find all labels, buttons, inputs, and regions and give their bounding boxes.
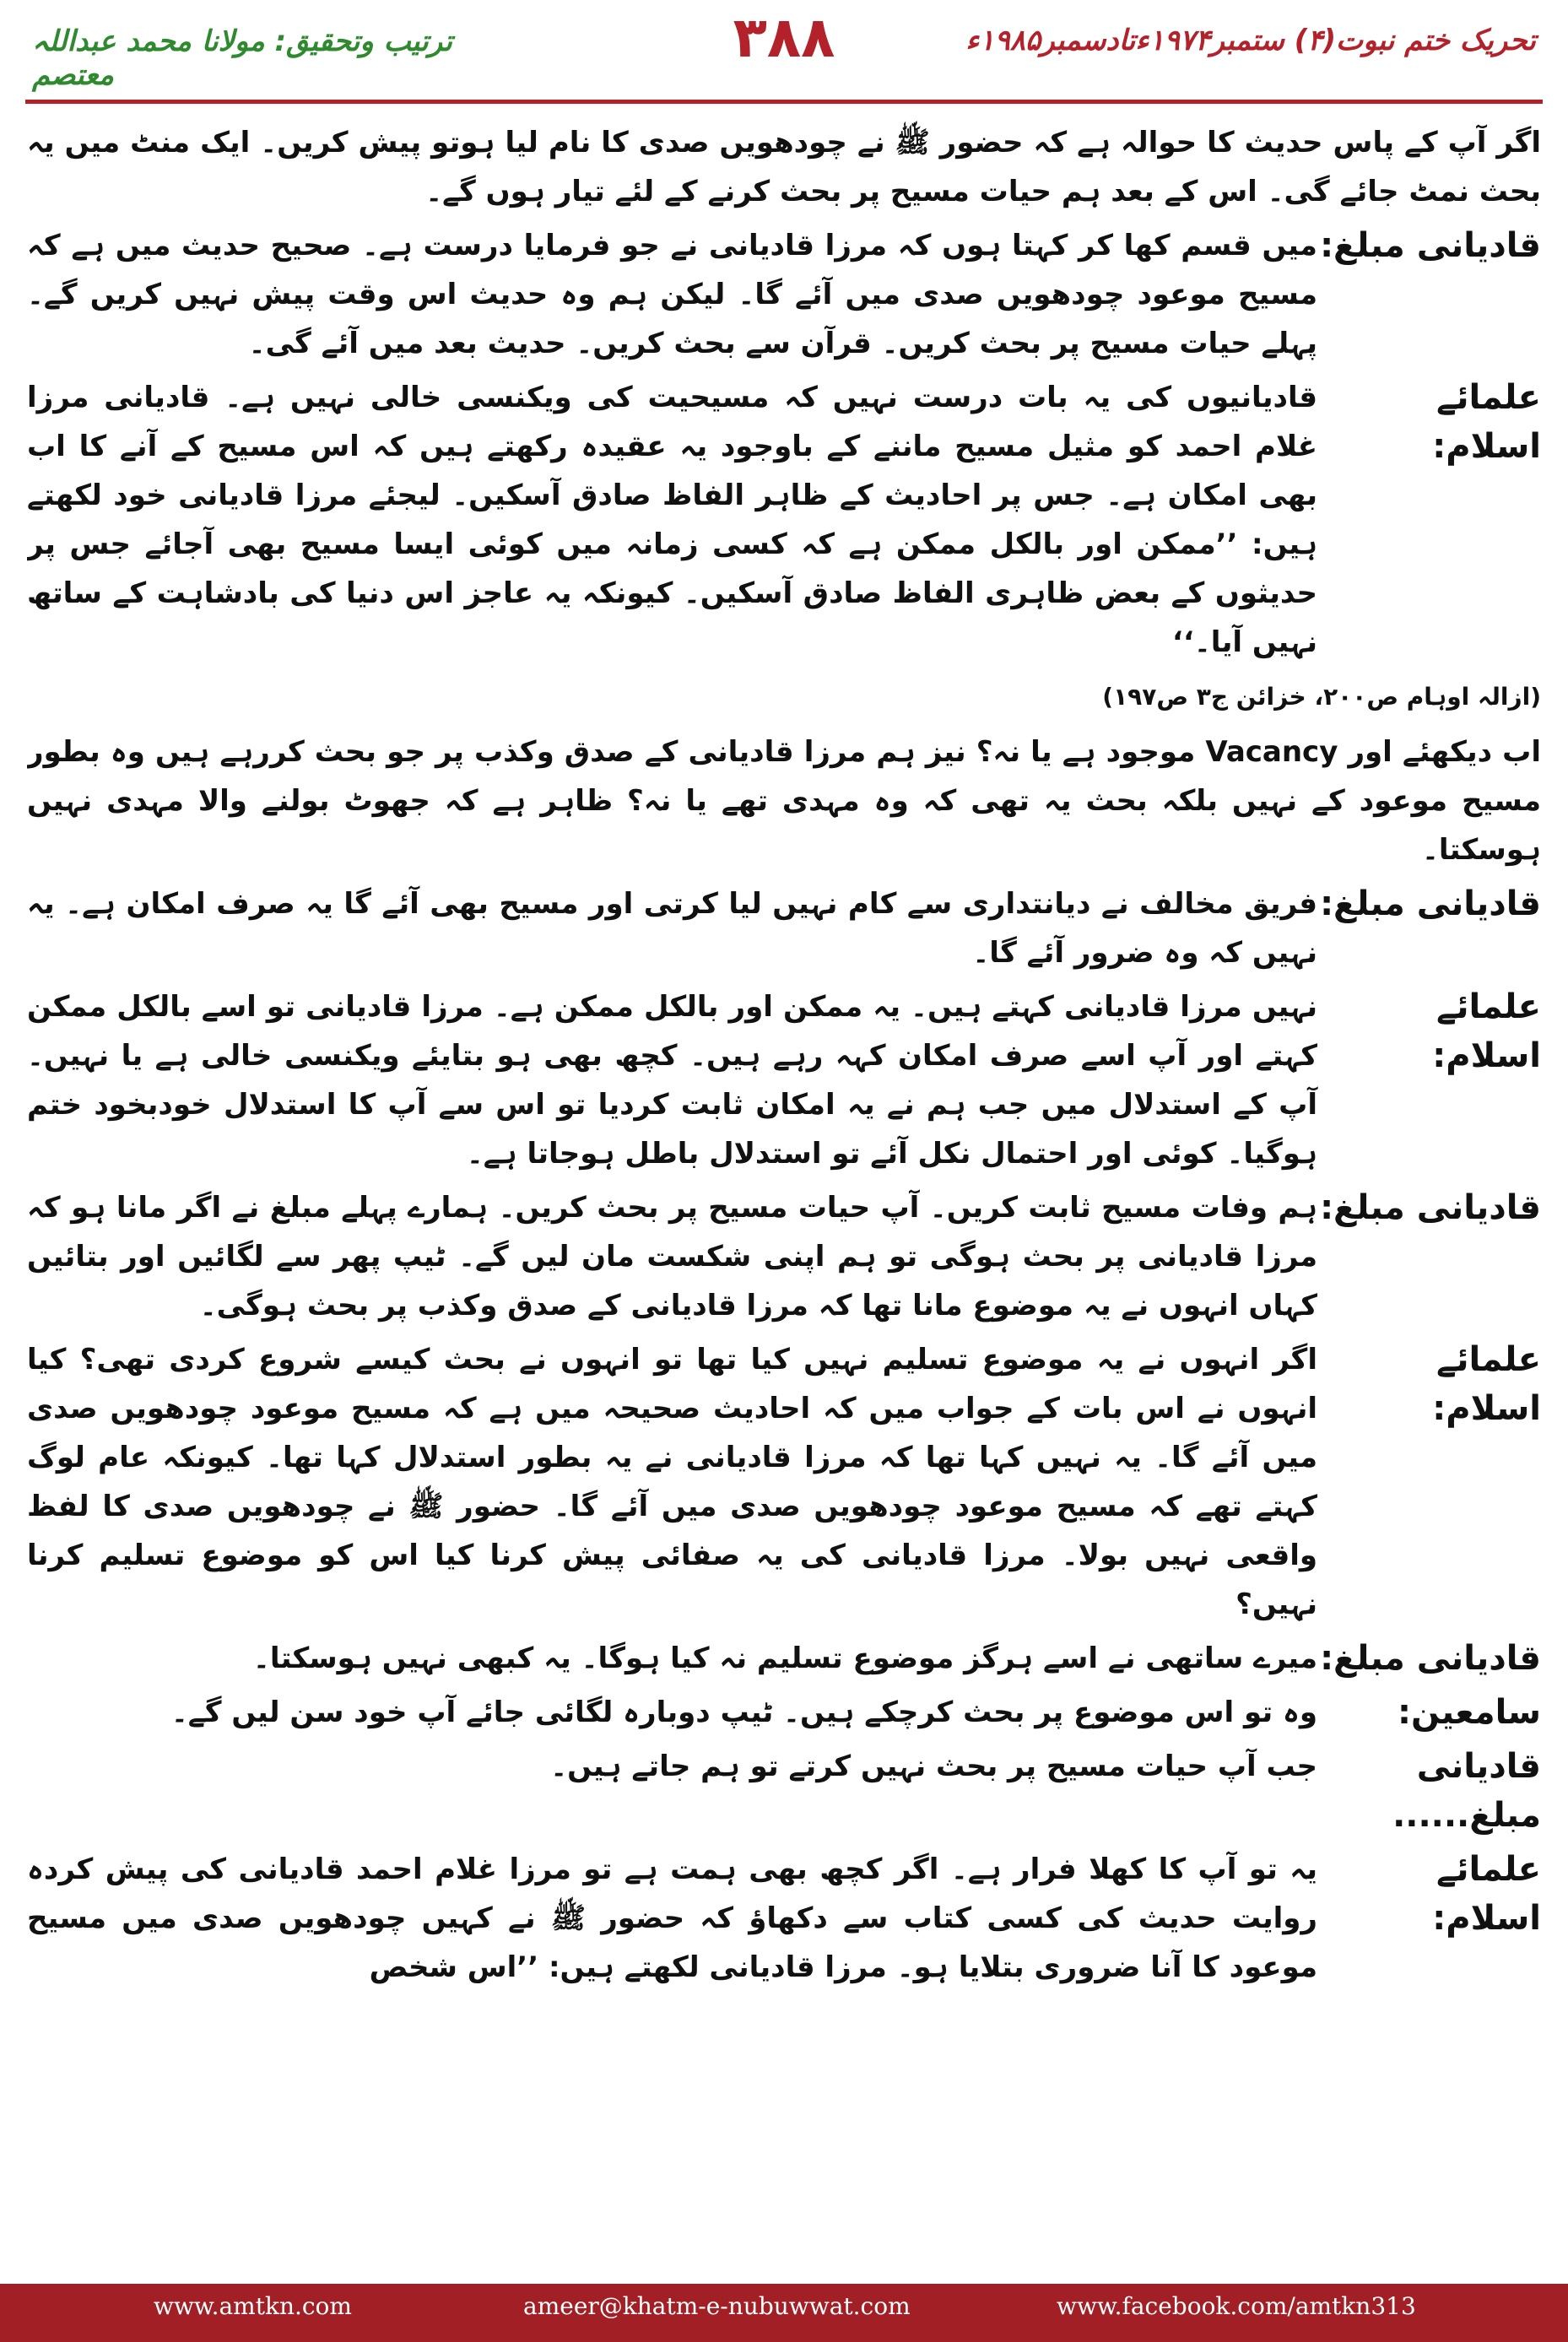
dialogue-turn (27, 1634, 1541, 1683)
dialogue-turn (27, 1688, 1541, 1737)
speech-text: وہ تو اس موضوع پر بحث کرچکے ہیں۔ ٹیپ دوبارہ لگائی جائے آپ خود سن لیں گے۔ (170, 1696, 1317, 1729)
page-header (0, 0, 1568, 100)
dialogue-turn (27, 879, 1541, 977)
speech-text: فریق مخالف نے دیانتداری سے کام نہیں لیا کرتی اور مسیح بھی آئے گا یہ صرف امکان ہے۔ یہ نہیں کہ وہ ضرور آئے گا۔ (27, 887, 1317, 970)
dialogue-turn (27, 1845, 1541, 1992)
compiler-credit: ترتیب وتحقیق: مولانا محمد عبداللہ معتصم (32, 24, 452, 92)
dialogue-turn (27, 1335, 1541, 1629)
dialogue-turn (27, 221, 1541, 368)
speaker-label: علمائے اسلام: (1432, 1340, 1541, 1428)
speaker-label: قادیانی مبلغ: (1320, 1188, 1541, 1227)
speaker-label: قادیانی مبلغ: (1320, 226, 1541, 265)
speech-text: یہ تو آپ کا کھلا فرار ہے۔ اگر کچھ بھی ہمت ہے تو مرزا غلام احمد قادیانی کی پیش کردہ روایت حدیث کی کسی کتاب سے دکھاؤ کہ حضور ﷺ نے کہیں چودھویں صدی میں مسیح موعود کا آنا ضروری بتلایا ہو۔ مرزا قادیانی لکھتے ہیں: ’’اس شخص (27, 1853, 1317, 1984)
speech-text: قادیانیوں کی یہ بات درست نہیں کہ مسیحیت کی ویکنسی خالی نہیں ہے۔ قادیانی مرزا غلام احمد کو مثیل مسیح ماننے کے باوجود یہ عقیدہ رکھتے ہیں کہ اس مسیح کے آنے کا اب بھی امکان ہے۔ جس پر احادیث کے ظاہر الفاظ صادق آسکیں۔ لیجئے مرزا قادیانی خود لکھتے ہیں: ’’ممکن اور بالکل ممکن ہے کہ کسی زمانہ میں کوئی ایسا مسیح بھی آجائے جس پر حدیثوں کے بعض ظاہری الفاظ صادق آسکیں۔ کیونکہ یہ عاجز اس دنیا کی بادشاہت کے ساتھ نہیں آیا۔‘‘ (27, 381, 1317, 659)
speaker-label: علمائے اسلام: (1432, 1850, 1541, 1938)
page-number: ۳۸۸ (733, 5, 835, 70)
dialogue-turn (27, 373, 1541, 667)
website-link[interactable]: www.amtkn.com (154, 2292, 352, 2320)
speech-text: میں قسم کھا کر کہتا ہوں کہ مرزا قادیانی نے جو فرمایا درست ہے۔ صحیح حدیث میں ہے کہ مسیح موعود چودھویں صدی میں آئے گا۔ لیکن ہم وہ حدیث اس وقت پیش نہیں کریں گے۔ پہلے حیات مسیح پر بحث کریں۔ قرآن سے بحث کریں۔ حدیث بعد میں آئے گی۔ (27, 229, 1317, 360)
speaker-label: قادیانی مبلغ: (1320, 1639, 1541, 1678)
speaker-label: قادیانی مبلغ: (1320, 884, 1541, 923)
book-title: تحریک ختم نبوت(۴) ستمبر۱۹۷۴ءتادسمبر۱۹۸۵ء (965, 24, 1536, 57)
dialogue-turn (27, 1183, 1541, 1330)
dialogue-turn (27, 1742, 1541, 1840)
speaker-label: علمائے اسلام: (1432, 378, 1541, 466)
speaker-label: علمائے اسلام: (1432, 987, 1541, 1075)
page-body (27, 118, 1541, 2274)
facebook-link[interactable]: www.facebook.com/amtkn313 (1057, 2292, 1416, 2320)
speaker-label: قادیانی مبلغ...... (1392, 1747, 1541, 1835)
intro-paragraph: اگر آپ کے پاس حدیث کا حوالہ ہے کہ حضور ﷺ نے چودھویں صدی کا نام لیا ہوتو پیش کریں۔ ایک منٹ میں یہ بحث نمٹ جائے گی۔ اس کے بعد ہم حیات مسیح پر بحث کرنے کے لئے تیار ہوں گے۔ (27, 126, 1541, 208)
speech-text: میرے ساتھی نے اسے ہرگز موضوع تسلیم نہ کیا ہوگا۔ یہ کبھی نہیں ہوسکتا۔ (252, 1642, 1317, 1675)
speech-text: ہم وفات مسیح ثابت کریں۔ آپ حیات مسیح پر بحث کریں۔ ہمارے پہلے مبلغ نے اگر مانا ہو کہ مرزا قادیانی پر بحث ہوگی تو ہم اپنی شکست مان لیں گے۔ ٹیپ پھر سے لگائیں اور بتائیں کہاں انہوں نے یہ موضوع مانا تھا کہ مرزا قادیانی کے صدق وکذب پر بحث ہوگی۔ (27, 1191, 1317, 1322)
email-link[interactable]: ameer@khatm-e-nubuwwat.com (523, 2292, 911, 2320)
middle-paragraph: اب دیکھئے اور Vacancy موجود ہے یا نہ؟ نیز ہم مرزا قادیانی کے صدق وکذب پر جو بحث کررہے ہیں وہ بطور مسیح موعود کے نہیں بلکہ بحث یہ تھی کہ وہ مہدی تھے یا نہ؟ ظاہر ہے کہ جھوٹ بولنے والا مہدی نہیں ہوسکتا۔ (27, 735, 1541, 867)
dialogue-turn (27, 982, 1541, 1178)
speech-text: جب آپ حیات مسیح پر بحث نہیں کرتے تو ہم جاتے ہیں۔ (550, 1750, 1317, 1783)
speech-text: نہیں مرزا قادیانی کہتے ہیں۔ یہ ممکن اور بالکل ممکن ہے۔ مرزا قادیانی تو اسے بالکل ممکن کہتے اور آپ اسے صرف امکان کہہ رہے ہیں۔ کچھ بھی ہو بتایئے ویکنسی خالی ہے یا نہیں۔ آپ کے استدلال میں جب ہم نے یہ امکان ثابت کردیا تو اس سے آپ کا استدلال خودبخود ختم ہوگیا۔ کوئی اور احتمال نکل آئے تو استدلال باطل ہوجاتا ہے۔ (27, 990, 1317, 1171)
speaker-label: سامعین: (1397, 1693, 1541, 1732)
citation-reference: (ازالہ اوہام ص۲۰۰، خزائن ج۳ ص۱۹۷) (1102, 683, 1541, 711)
speech-text: اگر انہوں نے یہ موضوع تسلیم نہیں کیا تھا تو انہوں نے بحث کیسے شروع کردی تھی؟ کیا انہوں نے اس بات کے جواب میں کہ احادیث صحیحہ میں ہے کہ مسیح موعود چودھویں صدی میں آئے گا۔ یہ نہیں کہا تھا کہ مرزا قادیانی نے یہ بطور استدلال کہا تھا۔ کیونکہ عام لوگ کہتے تھے کہ مسیح موعود چودھویں صدی میں آئے گا۔ حضور ﷺ نے چودھویں صدی کا لفظ واقعی نہیں بولا۔ مرزا قادیانی کی یہ صفائی پیش کرنا کیا اس کو موضوع تسلیم کرنا نہیں؟ (27, 1343, 1317, 1621)
header-divider (25, 100, 1543, 104)
